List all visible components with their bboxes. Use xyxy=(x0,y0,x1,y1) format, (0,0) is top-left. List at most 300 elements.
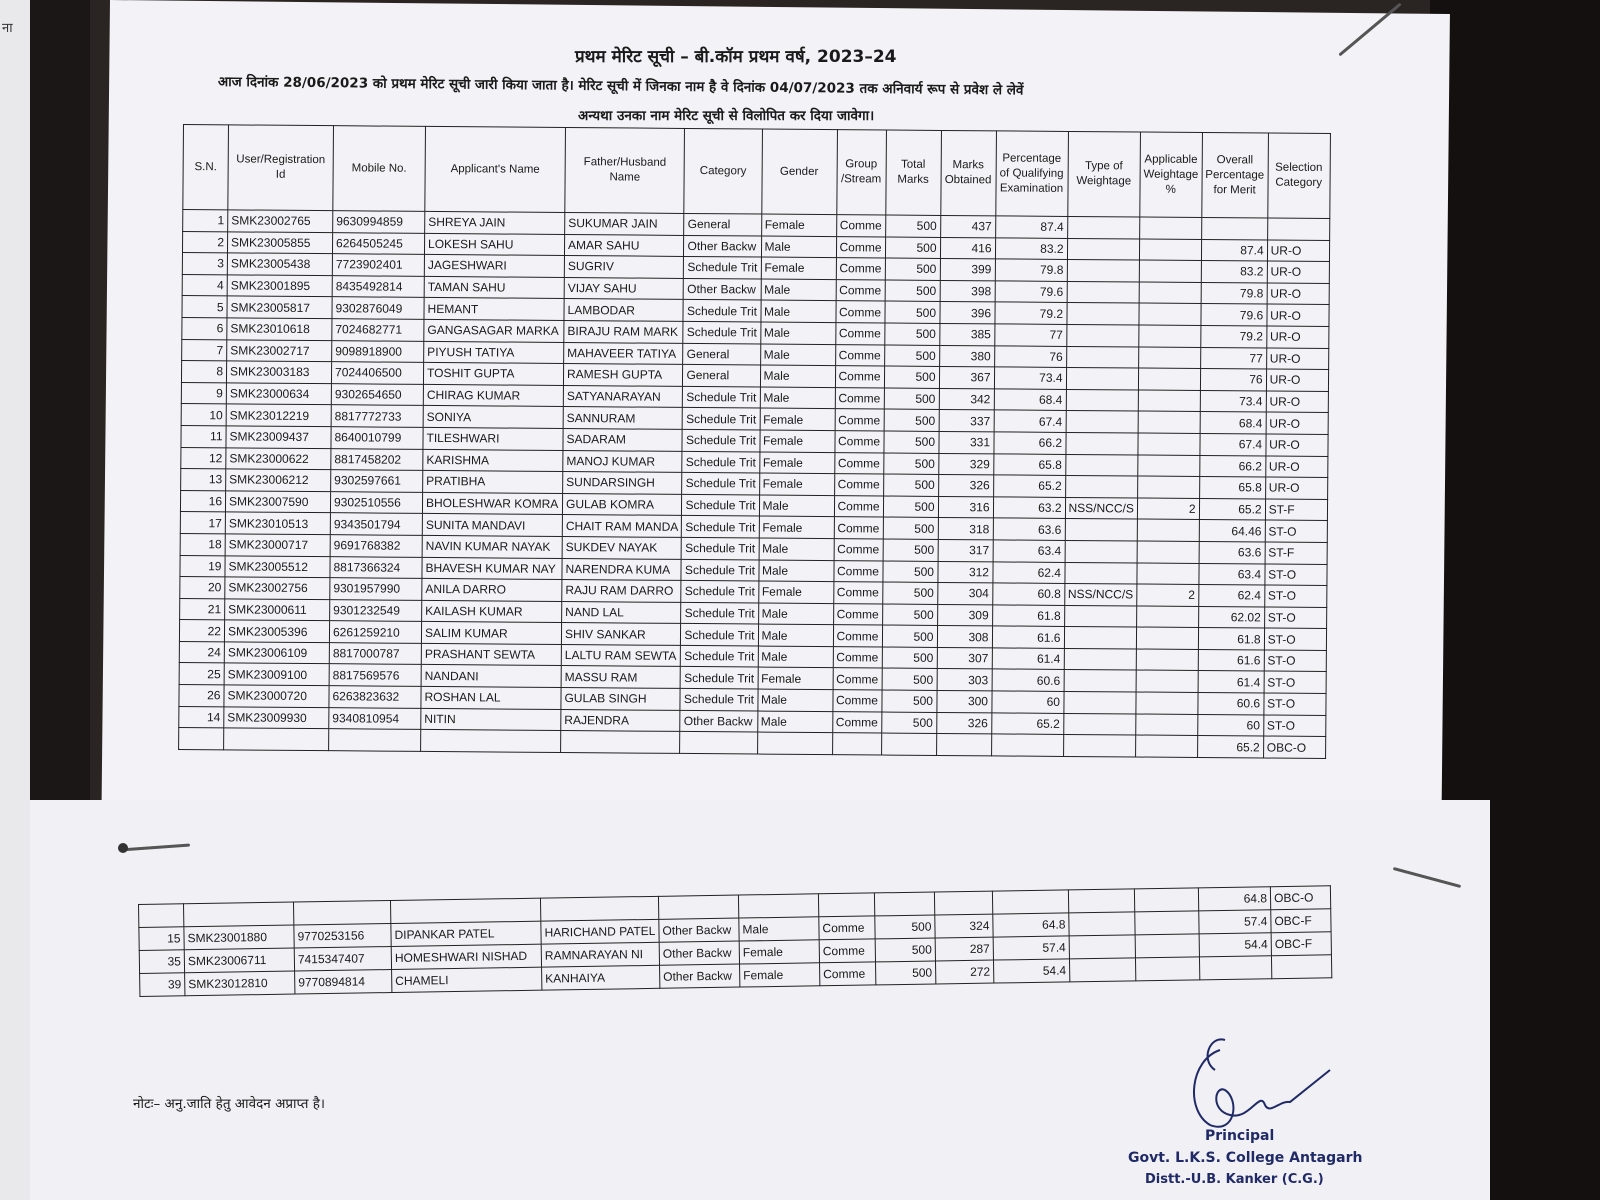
header-sn: S.N. xyxy=(183,125,229,210)
cell-overall-percent: 65.2 xyxy=(1199,498,1265,520)
cell-overall-percent: 62.02 xyxy=(1198,606,1264,628)
header-stream: Group /Stream xyxy=(836,130,886,215)
notice-line-1: आज दिनांक 28/06/2023 को प्रथम मेरिट सूची जारी किया जाता है। मेरिट सूची में जिनका नाम है वे दिनांक 04/07/2023 तक अनिवार्य रूप से प्रवेश ले लेवें xyxy=(217,73,1024,99)
cell-mobile: 9301232549 xyxy=(330,599,422,621)
cell-weightage-type xyxy=(1065,540,1138,562)
cell-selection-category: ST-O xyxy=(1264,628,1326,650)
cell-sn xyxy=(139,904,184,928)
cell-selection-category: UR-O xyxy=(1265,456,1327,478)
cell-weightage-percent xyxy=(1139,325,1201,347)
cell-category: General xyxy=(684,213,761,235)
cell-total-marks: 500 xyxy=(882,647,937,669)
cell-applicant-name: TAMAN SAHU xyxy=(424,276,564,299)
cell-total-marks: 500 xyxy=(884,388,939,410)
cell-total-marks: 500 xyxy=(882,604,937,626)
cell-weightage-percent xyxy=(1138,347,1200,369)
cell-category: Schedule Trit xyxy=(680,688,757,710)
college-name: Govt. L.K.S. College Antagarh xyxy=(1128,1150,1363,1166)
header-reg-id: User/Registration Id xyxy=(228,125,334,211)
cell-gender: Male xyxy=(758,646,833,668)
cell-father-name: SUKUMAR JAIN xyxy=(565,213,685,236)
cell-total-marks: 500 xyxy=(882,582,937,604)
header-weightage-type: Type of Weightage xyxy=(1067,131,1140,217)
cell-total-marks: 500 xyxy=(881,690,936,712)
cell-category: Schedule Trit xyxy=(681,559,758,581)
cell-applicant-name xyxy=(421,730,561,753)
cell-marks-obtained xyxy=(934,891,992,915)
cell-overall-percent: 64.8 xyxy=(1198,887,1270,911)
cell-category: Schedule Trit xyxy=(682,451,759,473)
cell-marks-obtained: 331 xyxy=(938,431,993,453)
cell-marks-obtained: 396 xyxy=(939,302,994,324)
cell-marks-obtained: 326 xyxy=(938,475,993,497)
cell-category: Schedule Trit xyxy=(681,667,758,689)
cell-category: Schedule Trit xyxy=(683,321,760,343)
cell-overall-percent: 79.2 xyxy=(1200,325,1266,347)
cell-total-marks: 500 xyxy=(883,539,938,561)
cell-gender: Female xyxy=(759,473,834,495)
cell-reg-id: SMK23000611 xyxy=(225,599,330,621)
cell-weightage-type xyxy=(1066,303,1139,325)
cell-overall-percent: 76 xyxy=(1200,369,1266,391)
cell-overall-percent xyxy=(1201,218,1267,240)
cell-applicant-name: GANGASAGAR MARKA xyxy=(424,319,564,342)
cell-marks-obtained: 287 xyxy=(935,937,993,961)
cell-weightage-percent: 2 xyxy=(1137,498,1199,520)
cell-reg-id xyxy=(224,728,329,750)
cell-sn: 6 xyxy=(182,317,227,339)
cell-category: General xyxy=(683,343,760,365)
cell-qualifying-percent: 79.2 xyxy=(994,302,1066,324)
cell-applicant-name: CHAMELI xyxy=(392,967,542,992)
cell-total-marks xyxy=(874,892,934,916)
cell-qualifying-percent: 79.6 xyxy=(995,281,1067,303)
cell-selection-category: UR-O xyxy=(1266,391,1328,413)
cell-weightage-percent xyxy=(1138,390,1200,412)
cell-overall-percent: 77 xyxy=(1200,347,1266,369)
cell-overall-percent: 83.2 xyxy=(1201,261,1267,283)
cell-mobile: 7024406500 xyxy=(331,362,423,384)
cell-father-name: GULAB SINGH xyxy=(561,688,681,711)
cell-stream: Comme xyxy=(835,409,884,431)
table-header-row xyxy=(183,125,1330,219)
cell-selection-category: ST-O xyxy=(1264,585,1326,607)
cell-reg-id: SMK23006212 xyxy=(226,469,331,491)
cell-selection-category: UR-O xyxy=(1266,369,1328,391)
cell-overall-percent: 57.4 xyxy=(1199,910,1271,934)
cell-mobile: 7415347407 xyxy=(294,947,391,972)
cell-sn: 20 xyxy=(180,577,225,599)
cell-category: General xyxy=(683,365,760,387)
cell-marks-obtained: 437 xyxy=(940,215,995,237)
background-left-paper xyxy=(0,0,30,1200)
cell-qualifying-percent: 61.6 xyxy=(992,626,1064,648)
cell-weightage-type xyxy=(1064,605,1137,627)
cell-stream xyxy=(818,893,874,917)
cell-gender: Male xyxy=(757,711,832,733)
cell-reg-id: SMK23007590 xyxy=(225,491,330,513)
cell-gender: Male xyxy=(761,236,836,258)
cell-qualifying-percent: 60 xyxy=(991,691,1063,713)
cell-stream: Comme xyxy=(835,301,884,323)
cell-applicant-name: PIYUSH TATIYA xyxy=(424,341,564,364)
cell-mobile: 9770894814 xyxy=(295,970,392,995)
cell-reg-id: SMK23012810 xyxy=(185,971,295,996)
header-mobile: Mobile No. xyxy=(333,126,426,212)
cell-marks-obtained: 272 xyxy=(935,960,993,984)
cell-weightage-type xyxy=(1063,735,1136,757)
cell-qualifying-percent: 77 xyxy=(994,324,1066,346)
cell-overall-percent: 87.4 xyxy=(1201,239,1267,261)
cell-stream: Comme xyxy=(820,962,876,986)
cell-sn: 9 xyxy=(181,382,226,404)
principal-label: Principal xyxy=(1205,1128,1275,1144)
cell-total-marks: 500 xyxy=(884,345,939,367)
cell-applicant-name: SUNITA MANDAVI xyxy=(422,514,562,537)
cell-marks-obtained: 398 xyxy=(940,280,995,302)
cell-reg-id: SMK23006711 xyxy=(184,948,294,973)
cell-gender: Male xyxy=(760,365,835,387)
cell-gender: Female xyxy=(758,667,833,689)
cell-applicant-name: HEMANT xyxy=(424,298,564,321)
cell-weightage-percent xyxy=(1139,239,1201,261)
cell-category: Schedule Trit xyxy=(681,581,758,603)
cell-total-marks: 500 xyxy=(885,237,940,259)
margin-glyph: ना xyxy=(2,21,13,36)
cell-stream: Comme xyxy=(835,344,884,366)
cell-total-marks: 500 xyxy=(876,961,936,985)
cell-qualifying-percent: 61.8 xyxy=(992,605,1064,627)
cell-father-name: SUNDARSINGH xyxy=(563,472,683,495)
cell-mobile: 8640010799 xyxy=(331,427,423,449)
merit-table-continuation-wrapper xyxy=(138,885,1332,997)
cell-category: Schedule Trit xyxy=(683,408,760,430)
cell-gender: Male xyxy=(758,624,833,646)
cell-total-marks: 500 xyxy=(882,668,937,690)
header-selection-category: Selection Category xyxy=(1267,133,1330,218)
cell-selection-category xyxy=(1271,955,1331,979)
cell-gender xyxy=(757,732,832,754)
cell-total-marks: 500 xyxy=(875,915,935,939)
cell-sn: 19 xyxy=(180,555,225,577)
cell-weightage-percent xyxy=(1136,714,1198,736)
notice-line-2: अन्यथा उनका नाम मेरिट सूची से विलोपित कर दिया जावेगा। xyxy=(578,108,875,124)
cell-weightage-percent xyxy=(1135,911,1199,935)
cell-marks-obtained: 317 xyxy=(938,539,993,561)
cell-overall-percent: 63.4 xyxy=(1199,563,1265,585)
cell-marks-obtained: 324 xyxy=(935,914,993,938)
cell-gender: Male xyxy=(761,279,836,301)
cell-selection-category: ST-O xyxy=(1264,650,1326,672)
cell-sn: 39 xyxy=(140,973,185,997)
cell-marks-obtained: 318 xyxy=(938,518,993,540)
cell-gender: Male xyxy=(758,560,833,582)
district-name: Distt.-U.B. Kanker (C.G.) xyxy=(1145,1172,1324,1187)
cell-category: Other Backw xyxy=(680,710,757,732)
cell-overall-percent: 64.46 xyxy=(1199,520,1265,542)
header-gender: Gender xyxy=(761,129,837,215)
signature-icon xyxy=(1180,1030,1340,1140)
cell-sn: 11 xyxy=(181,425,226,447)
cell-mobile: 9302876049 xyxy=(332,297,424,319)
cell-mobile: 9302597661 xyxy=(331,470,423,492)
cell-sn: 5 xyxy=(182,296,227,318)
cell-weightage-percent xyxy=(1136,606,1198,628)
cell-category: Schedule Trit xyxy=(684,257,761,279)
cell-total-marks: 500 xyxy=(884,323,939,345)
cell-marks-obtained: 380 xyxy=(939,345,994,367)
cell-weightage-percent xyxy=(1136,670,1198,692)
cell-qualifying-percent: 65.2 xyxy=(993,475,1065,497)
header-weightage-percent: Applicable Weightage % xyxy=(1140,132,1202,217)
cell-category: Other Backw xyxy=(659,941,739,965)
cell-father-name xyxy=(561,731,681,754)
cell-marks-obtained xyxy=(936,734,991,756)
cell-total-marks: 500 xyxy=(885,258,940,280)
cell-qualifying-percent: 67.4 xyxy=(994,410,1066,432)
cell-weightage-type xyxy=(1065,432,1138,454)
cell-father-name: VIJAY SAHU xyxy=(564,277,684,300)
cell-weightage-percent xyxy=(1139,260,1201,282)
cell-reg-id: SMK23000720 xyxy=(224,685,329,707)
cell-reg-id: SMK23010618 xyxy=(227,318,332,340)
cell-selection-category: UR-O xyxy=(1267,304,1329,326)
cell-sn: 22 xyxy=(179,620,224,642)
cell-sn: 26 xyxy=(179,685,224,707)
cell-father-name: MAHAVEER TATIYA xyxy=(564,342,684,365)
cell-applicant-name: SONIYA xyxy=(423,406,563,429)
cell-selection-category: UR-O xyxy=(1267,283,1329,305)
cell-weightage-type xyxy=(1067,281,1140,303)
cell-reg-id: SMK23001880 xyxy=(184,925,294,950)
cell-qualifying-percent: 60.8 xyxy=(992,583,1064,605)
cell-gender: Female xyxy=(739,940,819,964)
cell-total-marks: 500 xyxy=(882,561,937,583)
cell-marks-obtained: 326 xyxy=(936,712,991,734)
cell-stream: Comme xyxy=(832,690,881,712)
merit-table xyxy=(178,124,1331,759)
cell-weightage-percent xyxy=(1136,649,1198,671)
cell-qualifying-percent: 63.6 xyxy=(993,518,1065,540)
cell-qualifying-percent xyxy=(992,890,1068,914)
cell-father-name: SANNURAM xyxy=(563,407,683,430)
cell-weightage-type xyxy=(1063,691,1136,713)
cell-father-name: HARICHAND PATEL xyxy=(541,919,659,944)
cell-gender: Female xyxy=(740,963,820,987)
cell-qualifying-percent: 54.4 xyxy=(993,959,1069,983)
cell-applicant-name: TOSHIT GUPTA xyxy=(423,363,563,386)
cell-father-name: RAJU RAM DARRO xyxy=(562,580,682,603)
cell-weightage-percent xyxy=(1135,957,1199,981)
cell-category: Schedule Trit xyxy=(681,602,758,624)
cell-weightage-percent xyxy=(1136,627,1198,649)
cell-sn: 13 xyxy=(181,469,226,491)
cell-gender: Female xyxy=(759,516,834,538)
cell-overall-percent: 63.6 xyxy=(1199,541,1265,563)
cell-stream: Comme xyxy=(833,560,882,582)
cell-applicant-name: ANILA DARRO xyxy=(422,578,562,601)
cell-marks-obtained: 367 xyxy=(939,367,994,389)
page-title: प्रथम मेरिट सूची – बी.कॉम प्रथम वर्ष, 2023–24 xyxy=(575,47,897,67)
cell-applicant-name: DIPANKAR PATEL xyxy=(391,921,541,946)
cell-reg-id: SMK23005438 xyxy=(227,253,332,275)
cell-weightage-type: NSS/NCC/S xyxy=(1064,584,1137,606)
cell-mobile: 9770253156 xyxy=(294,924,391,949)
cell-sn: 21 xyxy=(180,598,225,620)
cell-applicant-name: HOMESHWARI NISHAD xyxy=(391,944,541,969)
cell-overall-percent: 73.4 xyxy=(1200,390,1266,412)
cell-weightage-type xyxy=(1064,670,1137,692)
cell-selection-category: ST-O xyxy=(1264,607,1326,629)
cell-weightage-percent xyxy=(1138,433,1200,455)
cell-stream: Comme xyxy=(832,711,881,733)
cell-weightage-type xyxy=(1069,958,1135,982)
cell-applicant-name: SALIM KUMAR xyxy=(421,622,561,645)
cell-category: Other Backw xyxy=(684,278,761,300)
cell-overall-percent: 60.6 xyxy=(1198,693,1264,715)
cell-sn: 1 xyxy=(183,210,228,232)
cell-gender xyxy=(738,894,818,918)
cell-reg-id: SMK23009100 xyxy=(224,663,329,685)
cell-applicant-name: LOKESH SAHU xyxy=(424,233,564,256)
cell-selection-category: OBC-F xyxy=(1271,909,1331,933)
header-father-name: Father/Husband Name xyxy=(565,128,685,214)
cell-qualifying-percent: 65.2 xyxy=(991,713,1063,735)
cell-father-name: NARENDRA KUMA xyxy=(562,558,682,581)
cell-father-name: BIRAJU RAM MARK xyxy=(564,320,684,343)
cell-marks-obtained: 385 xyxy=(939,323,994,345)
cell-applicant-name xyxy=(390,898,540,923)
cell-stream: Comme xyxy=(834,452,883,474)
cell-selection-category: UR-O xyxy=(1266,326,1328,348)
cell-father-name: SHIV SANKAR xyxy=(561,623,681,646)
cell-overall-percent: 61.8 xyxy=(1198,628,1264,650)
cell-weightage-type xyxy=(1067,238,1140,260)
cell-mobile: 9630994859 xyxy=(333,211,425,233)
cell-weightage-percent xyxy=(1135,735,1197,757)
cell-weightage-percent xyxy=(1136,692,1198,714)
cell-category: Schedule Trit xyxy=(682,429,759,451)
cell-category xyxy=(658,895,738,919)
cell-mobile: 9301957990 xyxy=(330,578,422,600)
cell-selection-category: ST-O xyxy=(1263,715,1325,737)
cell-overall-percent: 66.2 xyxy=(1199,455,1265,477)
cell-stream: Comme xyxy=(836,236,885,258)
cell-father-name: SATYANARAYAN xyxy=(563,385,683,408)
cell-sn: 2 xyxy=(182,231,227,253)
cell-gender: Male xyxy=(760,300,835,322)
cell-mobile: 8817000787 xyxy=(329,643,421,665)
cell-gender: Male xyxy=(760,322,835,344)
cell-weightage-percent xyxy=(1137,541,1199,563)
cell-reg-id: SMK23009930 xyxy=(224,706,329,728)
cell-applicant-name: JAGESHWARI xyxy=(424,255,564,278)
cell-reg-id xyxy=(184,902,294,927)
cell-sn: 24 xyxy=(179,641,224,663)
cell-father-name: AMAR SAHU xyxy=(564,234,684,257)
cell-mobile: 9340810954 xyxy=(329,707,421,729)
cell-gender: Male xyxy=(759,538,834,560)
cell-qualifying-percent: 64.8 xyxy=(993,913,1069,937)
cell-marks-obtained: 307 xyxy=(937,647,992,669)
cell-gender: Male xyxy=(760,344,835,366)
cell-overall-percent: 67.4 xyxy=(1200,433,1266,455)
cell-selection-category: UR-O xyxy=(1266,434,1328,456)
cell-total-marks: 500 xyxy=(884,409,939,431)
cell-sn: 35 xyxy=(139,950,184,974)
cell-category xyxy=(680,732,757,754)
cell-selection-category: ST-O xyxy=(1265,564,1327,586)
cell-reg-id: SMK23001895 xyxy=(227,275,332,297)
cell-qualifying-percent: 60.6 xyxy=(992,669,1064,691)
cell-stream: Comme xyxy=(833,603,882,625)
cell-stream: Comme xyxy=(819,939,875,963)
cell-stream: Comme xyxy=(835,323,884,345)
cell-stream: Comme xyxy=(833,582,882,604)
cell-weightage-percent xyxy=(1137,519,1199,541)
cell-father-name: GULAB KOMRA xyxy=(562,493,682,516)
cell-sn: 7 xyxy=(182,339,227,361)
footer-note: नोटः– अनु.जाति हेतु आवेदन अप्राप्त है। xyxy=(133,1096,325,1112)
cell-stream: Comme xyxy=(834,539,883,561)
cell-category: Other Backw xyxy=(660,964,740,988)
cell-overall-percent: 61.4 xyxy=(1198,671,1264,693)
cell-overall-percent: 60 xyxy=(1197,714,1263,736)
cell-reg-id: SMK23003183 xyxy=(226,361,331,383)
cell-stream: Comme xyxy=(836,279,885,301)
cell-selection-category: ST-F xyxy=(1265,542,1327,564)
cell-sn: 25 xyxy=(179,663,224,685)
cell-category: Schedule Trit xyxy=(682,537,759,559)
cell-father-name: LAMBODAR xyxy=(564,299,684,322)
cell-weightage-percent xyxy=(1139,217,1201,239)
cell-weightage-percent xyxy=(1137,563,1199,585)
cell-mobile: 6263823632 xyxy=(329,686,421,708)
cell-reg-id: SMK23009437 xyxy=(226,426,331,448)
cell-mobile: 9691768382 xyxy=(330,535,422,557)
cell-sn: 4 xyxy=(182,274,227,296)
cell-marks-obtained: 337 xyxy=(939,410,994,432)
cell-sn: 8 xyxy=(181,361,226,383)
cell-selection-category: ST-O xyxy=(1265,520,1327,542)
cell-applicant-name: CHIRAG KUMAR xyxy=(423,384,563,407)
cell-stream: Comme xyxy=(834,495,883,517)
cell-category: Schedule Trit xyxy=(683,386,760,408)
cell-applicant-name: PRASHANT SEWTA xyxy=(421,643,561,666)
cell-category: Schedule Trit xyxy=(681,624,758,646)
cell-applicant-name: ROSHAN LAL xyxy=(421,686,561,709)
cell-category: Schedule Trit xyxy=(683,300,760,322)
cell-overall-percent: 79.8 xyxy=(1201,282,1267,304)
cell-mobile: 8817772733 xyxy=(331,405,423,427)
cell-stream: Comme xyxy=(834,474,883,496)
cell-father-name: RAJENDRA xyxy=(561,709,681,732)
cell-marks-obtained: 308 xyxy=(937,626,992,648)
cell-sn: 14 xyxy=(179,706,224,728)
cell-category: Schedule Trit xyxy=(682,494,759,516)
cell-overall-percent: 54.4 xyxy=(1199,933,1271,957)
cell-gender: Female xyxy=(759,452,834,474)
cell-qualifying-percent: 65.8 xyxy=(993,453,1065,475)
cell-stream: Comme xyxy=(835,387,884,409)
cell-qualifying-percent: 76 xyxy=(994,345,1066,367)
cell-mobile: 7723902401 xyxy=(332,254,424,276)
cell-mobile: 8817569576 xyxy=(329,664,421,686)
cell-marks-obtained: 316 xyxy=(938,496,993,518)
cell-gender: Male xyxy=(739,917,819,941)
cell-overall-percent: 61.6 xyxy=(1198,649,1264,671)
cell-weightage-type xyxy=(1065,476,1138,498)
